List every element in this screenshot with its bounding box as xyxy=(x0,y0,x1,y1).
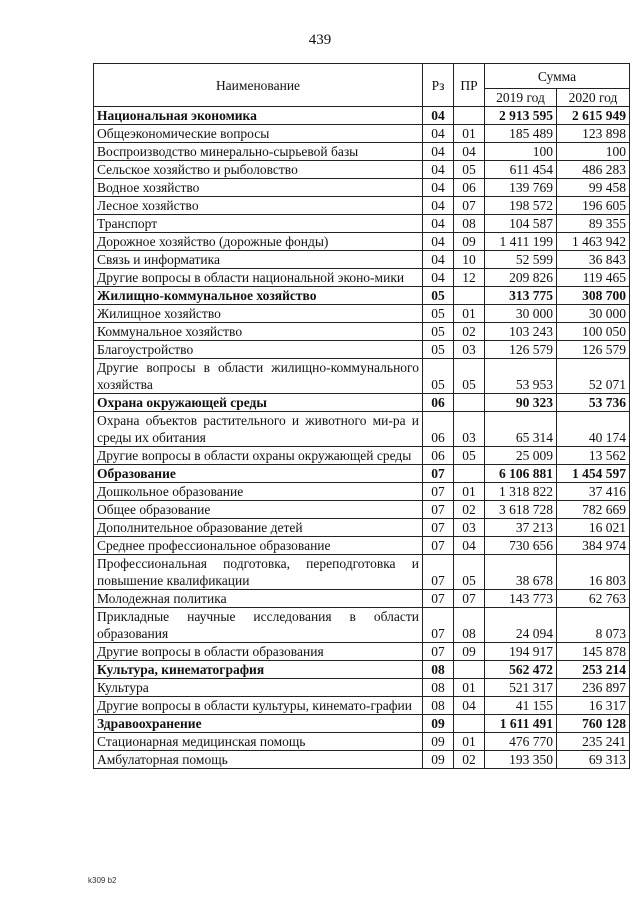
row-amount-2019: 185 489 xyxy=(485,125,557,143)
row-name: Транспорт xyxy=(94,215,423,233)
row-rz-code: 09 xyxy=(423,715,454,733)
table-row xyxy=(94,555,630,590)
row-rz-code: 07 xyxy=(423,590,454,608)
row-name: Водное хозяйство xyxy=(94,179,423,197)
row-amount-2020: 16 803 xyxy=(557,555,630,590)
row-rz-code: 06 xyxy=(423,447,454,465)
row-amount-2019: 103 243 xyxy=(485,323,557,341)
row-pr-code: 01 xyxy=(454,733,485,751)
row-rz-code: 07 xyxy=(423,608,454,643)
row-amount-2020: 1 463 942 xyxy=(557,233,630,251)
row-amount-2019: 126 579 xyxy=(485,341,557,359)
row-name: Жилищно-коммунальное хозяйство xyxy=(94,287,423,305)
row-pr-code: 05 xyxy=(454,161,485,179)
row-name: Другие вопросы в области культуры, кинемато-графии xyxy=(94,697,423,715)
row-rz-code: 09 xyxy=(423,751,454,769)
row-amount-2020: 36 843 xyxy=(557,251,630,269)
header-sum: Сумма xyxy=(485,64,630,89)
row-amount-2020: 236 897 xyxy=(557,679,630,697)
row-pr-code: 04 xyxy=(454,697,485,715)
table-row xyxy=(94,679,630,697)
row-rz-code: 04 xyxy=(423,179,454,197)
table-row xyxy=(94,323,630,341)
row-amount-2019: 313 775 xyxy=(485,287,557,305)
row-rz-code: 05 xyxy=(423,341,454,359)
row-pr-code: 05 xyxy=(454,555,485,590)
row-pr-code: 05 xyxy=(454,359,485,394)
row-rz-code: 07 xyxy=(423,555,454,590)
row-amount-2019: 53 953 xyxy=(485,359,557,394)
row-pr-code: 02 xyxy=(454,501,485,519)
row-amount-2019: 104 587 xyxy=(485,215,557,233)
section-row xyxy=(94,107,630,125)
row-rz-code: 05 xyxy=(423,305,454,323)
table-row xyxy=(94,483,630,501)
row-amount-2019: 1 318 822 xyxy=(485,483,557,501)
row-rz-code: 09 xyxy=(423,733,454,751)
header-year-2019: 2019 год xyxy=(485,89,557,107)
row-amount-2020: 760 128 xyxy=(557,715,630,733)
row-pr-code xyxy=(454,465,485,483)
row-amount-2019: 209 826 xyxy=(485,269,557,287)
row-name: Молодежная политика xyxy=(94,590,423,608)
row-pr-code: 02 xyxy=(454,323,485,341)
row-amount-2020: 235 241 xyxy=(557,733,630,751)
header-year-2020: 2020 год xyxy=(557,89,630,107)
row-amount-2020: 13 562 xyxy=(557,447,630,465)
table-row xyxy=(94,197,630,215)
row-amount-2019: 90 323 xyxy=(485,394,557,412)
row-amount-2020: 89 355 xyxy=(557,215,630,233)
row-rz-code: 04 xyxy=(423,197,454,215)
row-name: Охрана объектов растительного и животного ми-ра и среды их обитания xyxy=(94,412,423,447)
row-pr-code: 08 xyxy=(454,215,485,233)
row-amount-2019: 3 618 728 xyxy=(485,501,557,519)
row-amount-2019: 41 155 xyxy=(485,697,557,715)
row-amount-2020: 384 974 xyxy=(557,537,630,555)
table-row xyxy=(94,179,630,197)
table-row xyxy=(94,590,630,608)
row-rz-code: 07 xyxy=(423,465,454,483)
table-row xyxy=(94,341,630,359)
row-amount-2020: 16 021 xyxy=(557,519,630,537)
row-amount-2020: 100 xyxy=(557,143,630,161)
row-pr-code xyxy=(454,661,485,679)
budget-table xyxy=(93,63,630,769)
row-amount-2019: 198 572 xyxy=(485,197,557,215)
row-name: Другие вопросы в области жилищно-коммунального хозяйства xyxy=(94,359,423,394)
table-row xyxy=(94,412,630,447)
row-amount-2020: 8 073 xyxy=(557,608,630,643)
row-rz-code: 07 xyxy=(423,483,454,501)
row-rz-code: 04 xyxy=(423,125,454,143)
row-rz-code: 04 xyxy=(423,143,454,161)
row-rz-code: 04 xyxy=(423,215,454,233)
table-body xyxy=(94,107,630,769)
table-header xyxy=(94,64,630,107)
row-name: Культура, кинематография xyxy=(94,661,423,679)
table-row xyxy=(94,143,630,161)
row-name: Дошкольное образование xyxy=(94,483,423,501)
row-pr-code: 03 xyxy=(454,341,485,359)
table-row xyxy=(94,519,630,537)
row-amount-2020: 123 898 xyxy=(557,125,630,143)
section-row xyxy=(94,465,630,483)
row-pr-code xyxy=(454,287,485,305)
row-name: Коммунальное хозяйство xyxy=(94,323,423,341)
row-amount-2020: 1 454 597 xyxy=(557,465,630,483)
row-pr-code xyxy=(454,394,485,412)
row-amount-2019: 521 317 xyxy=(485,679,557,697)
row-amount-2019: 30 000 xyxy=(485,305,557,323)
row-amount-2020: 69 313 xyxy=(557,751,630,769)
table-row xyxy=(94,537,630,555)
table-row xyxy=(94,733,630,751)
row-rz-code: 06 xyxy=(423,394,454,412)
row-rz-code: 07 xyxy=(423,519,454,537)
row-pr-code: 10 xyxy=(454,251,485,269)
row-amount-2020: 145 878 xyxy=(557,643,630,661)
row-pr-code: 04 xyxy=(454,537,485,555)
section-row xyxy=(94,661,630,679)
row-amount-2020: 2 615 949 xyxy=(557,107,630,125)
row-name: Связь и информатика xyxy=(94,251,423,269)
table-row xyxy=(94,447,630,465)
table-row xyxy=(94,125,630,143)
row-rz-code: 08 xyxy=(423,661,454,679)
row-name: Среднее профессиональное образование xyxy=(94,537,423,555)
row-amount-2020: 308 700 xyxy=(557,287,630,305)
row-amount-2020: 126 579 xyxy=(557,341,630,359)
row-rz-code: 04 xyxy=(423,251,454,269)
row-amount-2020: 486 283 xyxy=(557,161,630,179)
row-name: Сельское хозяйство и рыболовство xyxy=(94,161,423,179)
row-rz-code: 08 xyxy=(423,679,454,697)
row-name: Национальная экономика xyxy=(94,107,423,125)
row-rz-code: 05 xyxy=(423,359,454,394)
table-row xyxy=(94,161,630,179)
row-amount-2019: 611 454 xyxy=(485,161,557,179)
row-amount-2020: 52 071 xyxy=(557,359,630,394)
row-name: Профессиональная подготовка, переподготовка и повышение квалификации xyxy=(94,555,423,590)
table-row xyxy=(94,305,630,323)
row-rz-code: 07 xyxy=(423,643,454,661)
row-rz-code: 05 xyxy=(423,287,454,305)
row-amount-2019: 65 314 xyxy=(485,412,557,447)
table-row xyxy=(94,501,630,519)
row-name: Другие вопросы в области национальной эконо-мики xyxy=(94,269,423,287)
row-pr-code: 03 xyxy=(454,412,485,447)
page-number: 439 xyxy=(308,32,332,48)
row-amount-2019: 100 xyxy=(485,143,557,161)
row-name: Дорожное хозяйство (дорожные фонды) xyxy=(94,233,423,251)
row-amount-2019: 1 411 199 xyxy=(485,233,557,251)
row-amount-2020: 53 736 xyxy=(557,394,630,412)
row-amount-2019: 193 350 xyxy=(485,751,557,769)
table-row xyxy=(94,697,630,715)
row-name: Здравоохранение xyxy=(94,715,423,733)
row-pr-code: 01 xyxy=(454,679,485,697)
section-row xyxy=(94,715,630,733)
header-rz: Рз xyxy=(423,64,454,107)
row-amount-2020: 100 050 xyxy=(557,323,630,341)
row-name: Жилищное хозяйство xyxy=(94,305,423,323)
row-rz-code: 05 xyxy=(423,323,454,341)
row-rz-code: 04 xyxy=(423,107,454,125)
row-pr-code: 08 xyxy=(454,608,485,643)
row-rz-code: 06 xyxy=(423,412,454,447)
table-row xyxy=(94,269,630,287)
footer-code: k309 b2 xyxy=(88,876,117,885)
row-name: Другие вопросы в области охраны окружающей среды xyxy=(94,447,423,465)
row-pr-code: 09 xyxy=(454,643,485,661)
row-pr-code: 07 xyxy=(454,197,485,215)
row-rz-code: 04 xyxy=(423,269,454,287)
row-amount-2020: 62 763 xyxy=(557,590,630,608)
row-pr-code: 12 xyxy=(454,269,485,287)
row-amount-2020: 196 605 xyxy=(557,197,630,215)
row-name: Образование xyxy=(94,465,423,483)
row-amount-2019: 37 213 xyxy=(485,519,557,537)
row-pr-code: 07 xyxy=(454,590,485,608)
table-row xyxy=(94,251,630,269)
row-amount-2019: 38 678 xyxy=(485,555,557,590)
row-name: Общеэкономические вопросы xyxy=(94,125,423,143)
row-name: Прикладные научные исследования в области образования xyxy=(94,608,423,643)
row-amount-2019: 52 599 xyxy=(485,251,557,269)
row-amount-2020: 253 214 xyxy=(557,661,630,679)
table-row xyxy=(94,608,630,643)
row-amount-2019: 562 472 xyxy=(485,661,557,679)
section-row xyxy=(94,287,630,305)
row-rz-code: 04 xyxy=(423,161,454,179)
header-name: Наименование xyxy=(94,64,423,107)
row-rz-code: 08 xyxy=(423,697,454,715)
row-name: Культура xyxy=(94,679,423,697)
row-amount-2020: 30 000 xyxy=(557,305,630,323)
row-amount-2020: 99 458 xyxy=(557,179,630,197)
row-amount-2019: 476 770 xyxy=(485,733,557,751)
row-pr-code: 06 xyxy=(454,179,485,197)
row-amount-2020: 119 465 xyxy=(557,269,630,287)
row-rz-code: 07 xyxy=(423,537,454,555)
row-amount-2019: 143 773 xyxy=(485,590,557,608)
table-row xyxy=(94,215,630,233)
row-amount-2020: 37 416 xyxy=(557,483,630,501)
row-amount-2019: 1 611 491 xyxy=(485,715,557,733)
row-amount-2020: 782 669 xyxy=(557,501,630,519)
row-name: Амбулаторная помощь xyxy=(94,751,423,769)
row-amount-2019: 139 769 xyxy=(485,179,557,197)
header-pr: ПР xyxy=(454,64,485,107)
row-name: Другие вопросы в области образования xyxy=(94,643,423,661)
row-amount-2019: 2 913 595 xyxy=(485,107,557,125)
row-name: Благоустройство xyxy=(94,341,423,359)
table-row xyxy=(94,359,630,394)
row-pr-code: 05 xyxy=(454,447,485,465)
row-amount-2020: 16 317 xyxy=(557,697,630,715)
row-name: Охрана окружающей среды xyxy=(94,394,423,412)
row-amount-2020: 40 174 xyxy=(557,412,630,447)
row-amount-2019: 194 917 xyxy=(485,643,557,661)
table-row xyxy=(94,233,630,251)
row-name: Лесное хозяйство xyxy=(94,197,423,215)
row-name: Стационарная медицинская помощь xyxy=(94,733,423,751)
row-pr-code: 04 xyxy=(454,143,485,161)
table-row xyxy=(94,643,630,661)
row-pr-code: 01 xyxy=(454,305,485,323)
row-rz-code: 07 xyxy=(423,501,454,519)
row-pr-code: 09 xyxy=(454,233,485,251)
section-row xyxy=(94,394,630,412)
row-pr-code: 02 xyxy=(454,751,485,769)
row-name: Общее образование xyxy=(94,501,423,519)
row-amount-2019: 25 009 xyxy=(485,447,557,465)
row-pr-code: 03 xyxy=(454,519,485,537)
row-amount-2019: 24 094 xyxy=(485,608,557,643)
row-pr-code xyxy=(454,107,485,125)
table-row xyxy=(94,751,630,769)
row-rz-code: 04 xyxy=(423,233,454,251)
row-name: Дополнительное образование детей xyxy=(94,519,423,537)
row-pr-code: 01 xyxy=(454,125,485,143)
row-pr-code: 01 xyxy=(454,483,485,501)
row-amount-2019: 6 106 881 xyxy=(485,465,557,483)
row-amount-2019: 730 656 xyxy=(485,537,557,555)
row-pr-code xyxy=(454,715,485,733)
row-name: Воспроизводство минерально-сырьевой базы xyxy=(94,143,423,161)
